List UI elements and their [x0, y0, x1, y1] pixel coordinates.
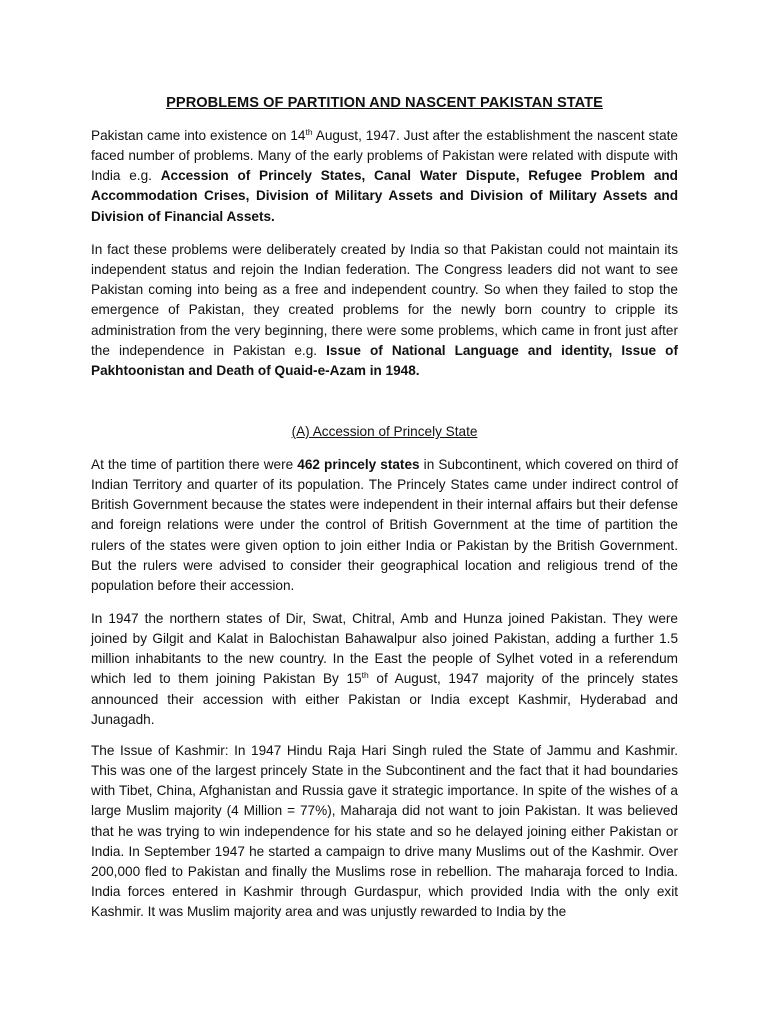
bold-text: Issue of National Language and identity, Issue of Pakhtoonistan and Death of Quaid-e-Azam in 1948. [91, 342, 679, 378]
paragraph-text: In fact these problems were deliberately created by India so that Pakistan could not maintain its independent status and rejoin the Indian federation. The Congress leaders did not want to see Pakistan coming into being as a free and independent country. So when they failed to stop the emergence of Pakistan, they created problems for the newly born country to cripple its administration from the very beginning, there were some problems, which came in front just after the independence in Pakistan e.g. [91, 242, 678, 358]
paragraph-text: August, 1947. Just after the establishment the nascent state faced number of problems. Many of the early problems of Pakistan were related with dispute with India e.g. [91, 128, 678, 184]
paragraph-northern-states [91, 609, 678, 730]
bold-text: Accession of Princely States, Canal Water Dispute, Refugee Problem and Accommodation Crises, Division of Military Assets and Division of Military Assets and Division of Financial Assets. [91, 168, 678, 224]
superscript: th [361, 670, 369, 681]
paragraph-princely-states [91, 455, 678, 596]
paragraph-kashmir-issue [91, 741, 678, 922]
paragraph-text: Pakistan came into existence on 14 [91, 128, 306, 143]
paragraph-text: In 1947 the northern states of Dir, Swat, Chitral, Amb and Hunza joined Pakistan. They were joined by Gilgit and Kalat in Balochistan Bahawalpur also joined Pakistan, adding a further 1.5 million inhabitants to the new country. In the East the people of Sylhet voted in a referendum which led to them joining Pakistan By 15 [91, 611, 678, 687]
superscript: th [305, 127, 313, 137]
paragraph-text: of August, 1947 majority of the princely states announced their accession with either Pakistan or India except Kashmir, Hyderabad and Junagadh. [91, 671, 678, 727]
section-heading-princely-state: (A) Accession of Princely State [291, 424, 478, 439]
paragraph-india-problems [91, 240, 678, 381]
document-title: PPROBLEMS OF PARTITION AND NASCENT PAKISTAN STATE [166, 95, 603, 111]
bold-text: 462 princely states [297, 457, 420, 472]
paragraph-intro [91, 126, 678, 227]
paragraph-text: The Issue of Kashmir: In 1947 Hindu Raja Hari Singh ruled the State of Jammu and Kashmir. This was one of the largest princely State in the Subcontinent and the fact that it had boundaries with Tibet, China, Afghanistan and Russia gave it strategic importance. In spite of the wishes of a large Muslim majority (4 Million = 77%), Maharaja did not want to join Pakistan. It was believed that he was trying to win independence for his state and so he delayed joining either Pakistan or India. In September 1947 he started a campaign to drive many Muslims out of the Kashmir. Over 200,000 fled to Pakistan and finally the Muslims rose in rebellion. The maharaja forced to India. India forces entered in Kashmir through Gurdaspur, which provided India with the only exit Kashmir. It was Muslim majority area and was unjustly rewarded to India by the [91, 743, 678, 920]
paragraph-text: in Subcontinent, which covered on third of Indian Territory and quarter of its population. The Princely States came under indirect control of British Government because the states were independent in their internal affairs but their defense and foreign relations were under the control of British Government at the time of partition the rulers of the states were given option to join either India or Pakistan by the British Government. But the rulers were advised to consider their geographical location and religious trend of the population before their accession. [91, 457, 678, 593]
paragraph-text: At the time of partition there were [91, 457, 298, 472]
